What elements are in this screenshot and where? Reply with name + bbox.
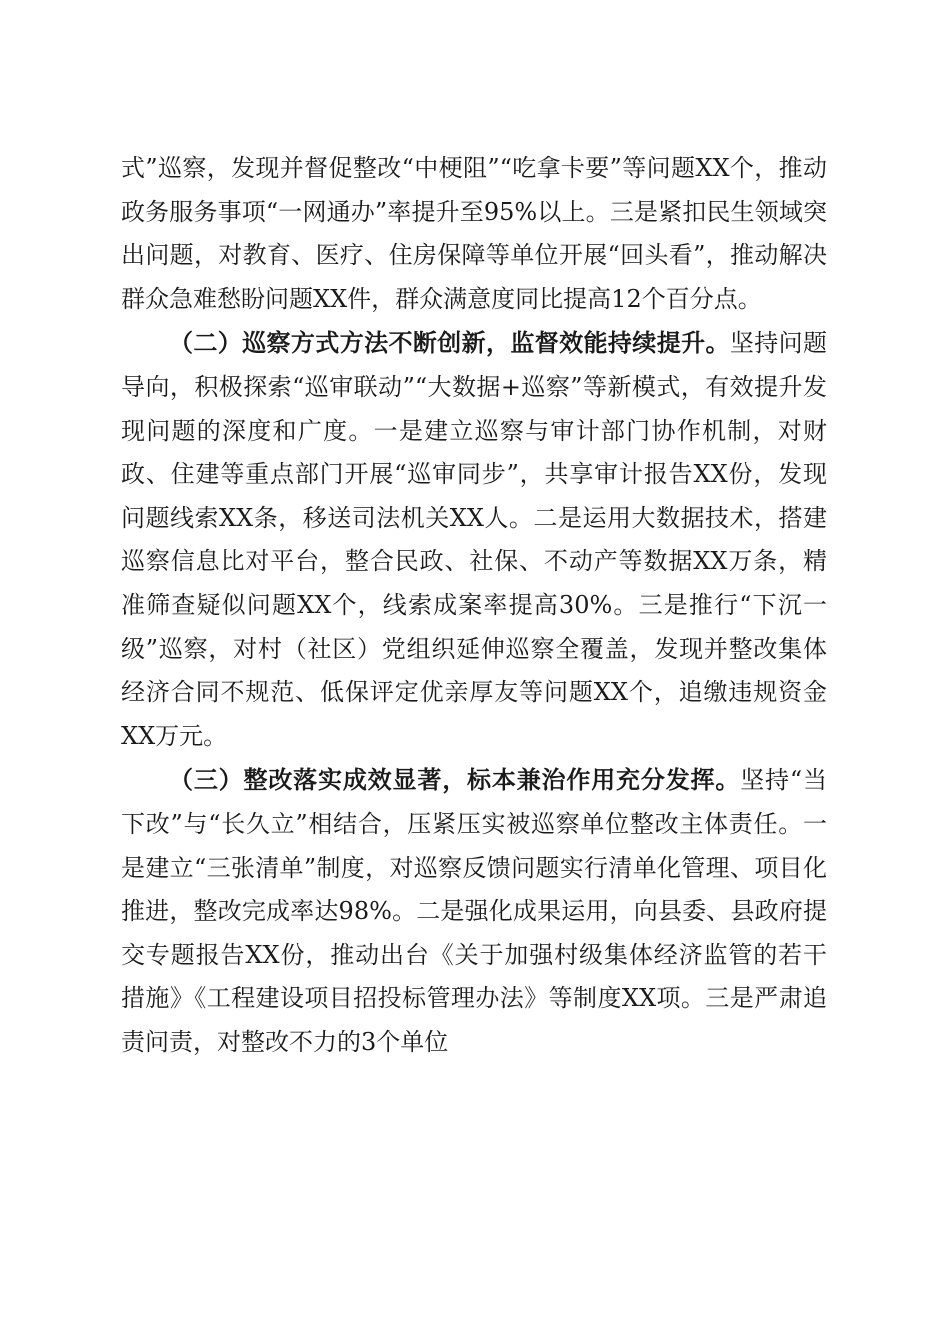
paragraph-text: 坚持“当下改”与“长久立”相结合，压紧压实被巡察单位整改主体责任。一是建立“三张清单”制度，对巡察反馈问题实行清单化管理、项目化推进，整改完成率达98%。二是强化成果运用，向县委、县政府提交专题报告XX份，推动出台《关于加强村级集体经济监管的若干措施》《工程建设项目招投标管理办法》等制度XX项。三是严肃追责问责，对整改不力的3个单位 — [121, 766, 827, 1056]
paragraph-section-2 — [121, 321, 827, 758]
section-heading: （三）整改落实成效显著，标本兼治作用充分发挥。 — [169, 765, 741, 795]
document-body — [121, 147, 827, 1064]
paragraph-text: 坚持问题导向，积极探索“巡审联动”“大数据+巡察”等新模式，有效提升发现问题的深度和广度。一是建立巡察与审计部门协作机制，对财政、住建等重点部门开展“巡审同步”，共享审计报告XX份，发现问题线索XX条，移送司法机关XX人。二是运用大数据技术，搭建巡察信息比对平台，整合民政、社保、不动产等数据XX万条，精准筛查疑似问题XX个，线索成案率提高30%。三是推行“下沉一级”巡察，对村（社区）党组织延伸巡察全覆盖，发现并整改集体经济合同不规范、低保评定优亲厚友等问题XX个，追缴违规资金XX万元。 — [121, 329, 828, 750]
section-heading: （二）巡察方式方法不断创新，监督效能持续提升。 — [169, 328, 730, 358]
paragraph-text: 式”巡察，发现并督促整改“中梗阻”“吃拿卡要”等问题XX个，推动政务服务事项“一网通办”率提升至95%以上。三是紧扣民生领域突出问题，对教育、医疗、住房保障等单位开展“回头看”，推动解决群众急难愁盼问题XX件，群众满意度同比提高12个百分点。 — [121, 154, 827, 313]
paragraph-continuation — [121, 147, 827, 321]
paragraph-section-3 — [121, 758, 827, 1064]
